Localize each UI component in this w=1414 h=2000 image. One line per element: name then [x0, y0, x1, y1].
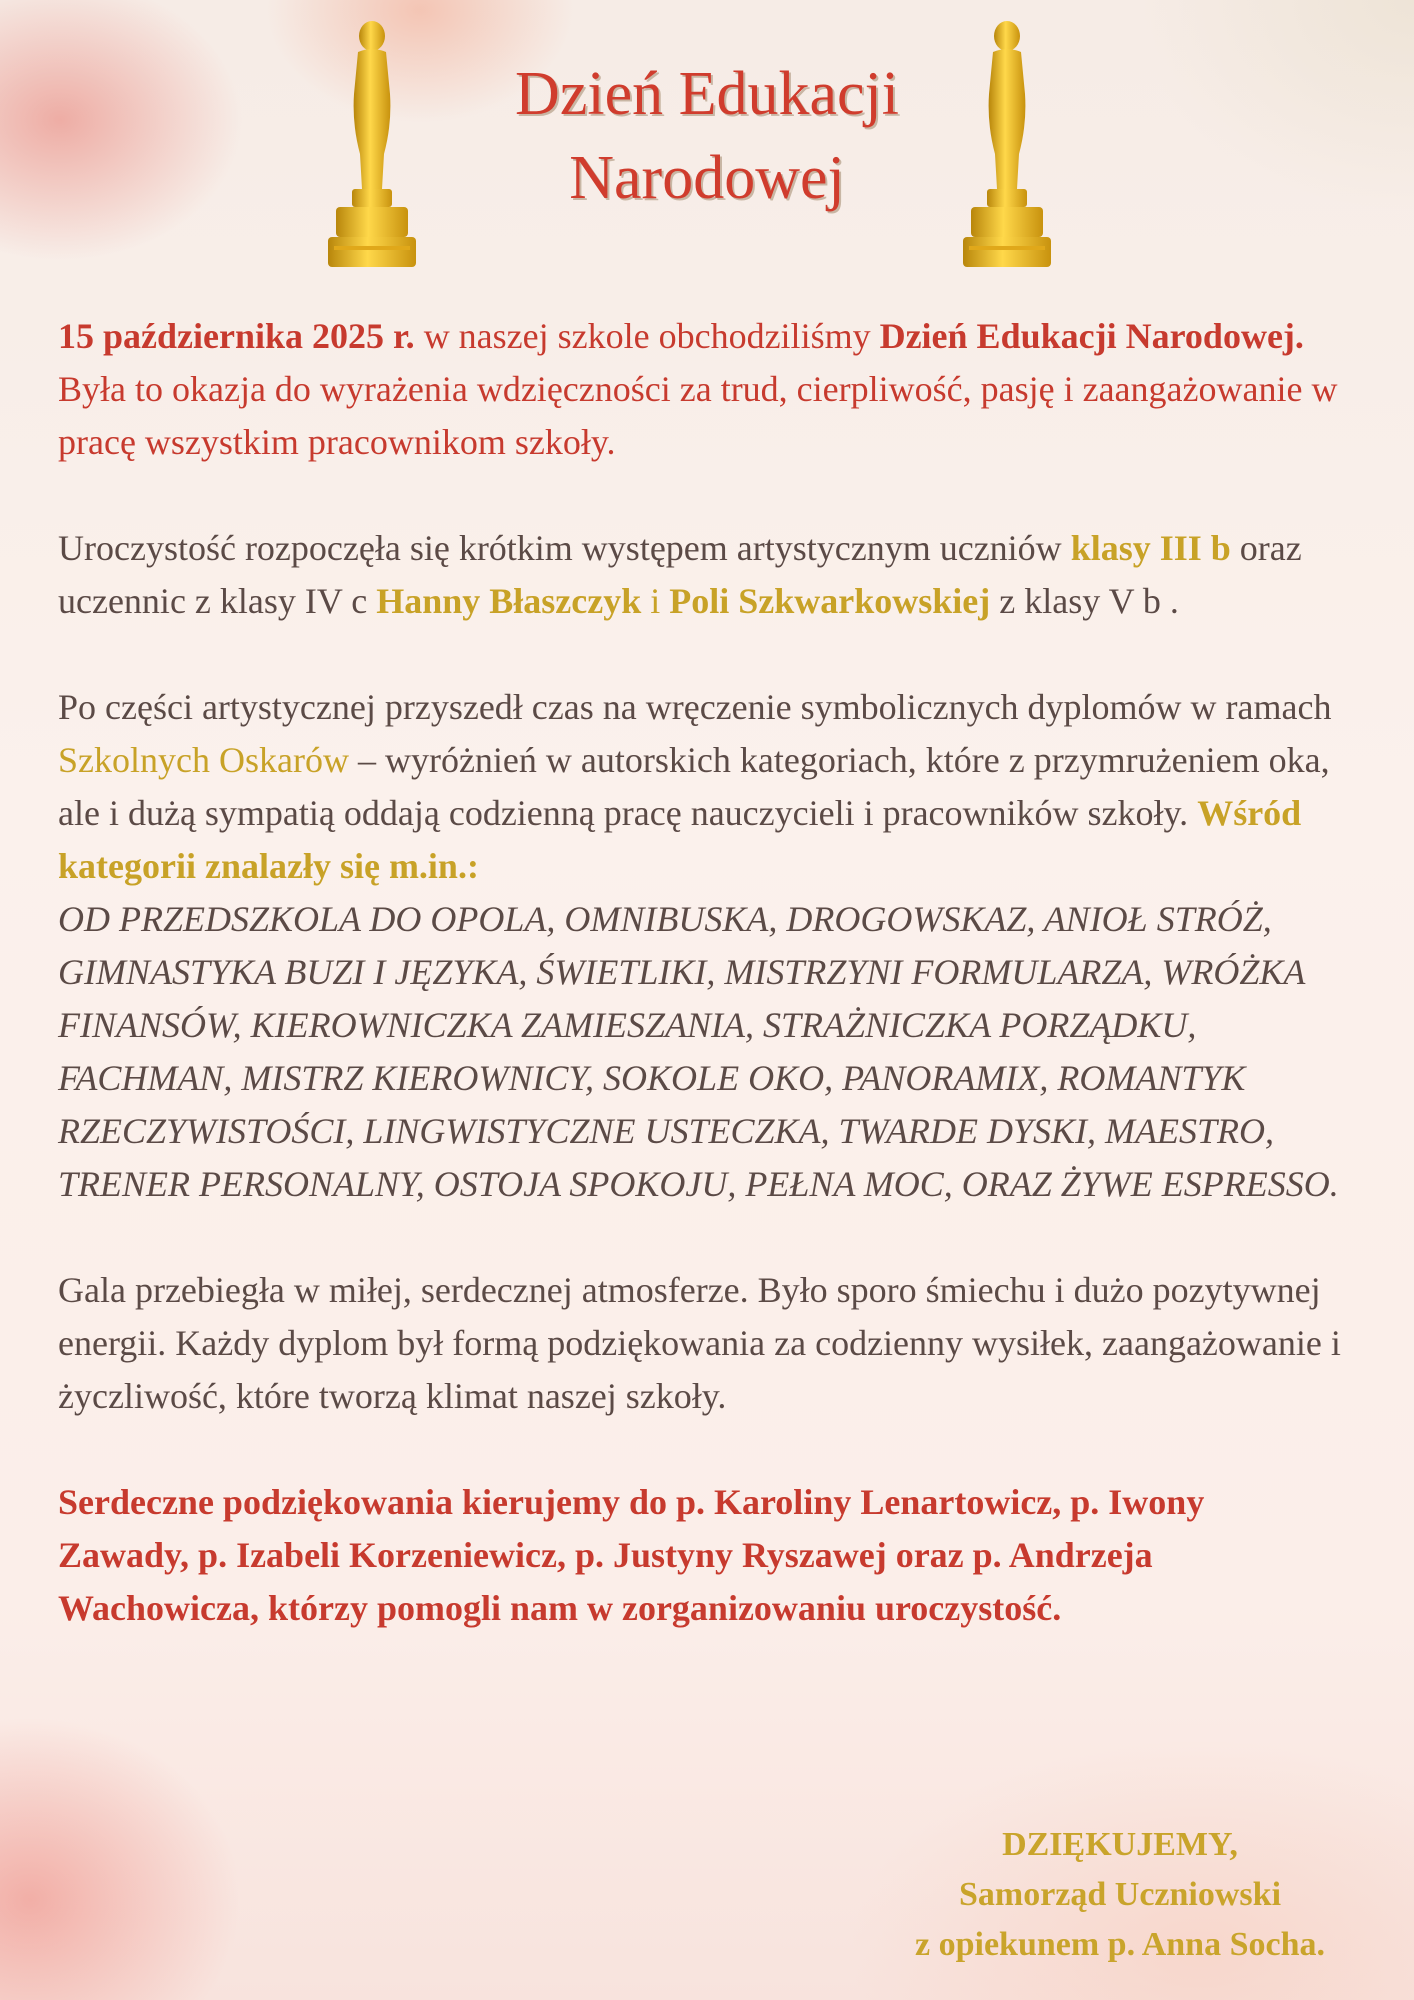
oscars-text-2: – wyróżnień w autorskich kategoriach, które z przymrużeniem oka, ale i dużą sympatią oddają codzienną pracę nauczycieli i pracowników szkoły. [58, 740, 1330, 833]
student-name-2: Poli Szkwarkowskiej [669, 581, 991, 621]
paragraph-performance [58, 522, 1358, 628]
student-name-1: Hanny Błaszczyk [376, 581, 642, 621]
signature-supervisor: z opiekunem p. Anna Socha. [915, 1926, 1325, 1963]
page-title [420, 52, 994, 220]
article-body [58, 310, 1358, 1635]
categories-label: Wśród kategorii znalazły się m.in.: [58, 793, 1302, 886]
signature-thanks: DZIĘKUJEMY, [1002, 1826, 1238, 1863]
event-name: Dzień Edukacji Narodowej. [879, 316, 1304, 356]
performance-text-3: z klasy V b . [990, 581, 1179, 621]
oscars-text-1: Po części artystycznej przyszedł czas na wręczenie symbolicznych dyplomów w ramach [58, 687, 1332, 727]
paragraph-oscars [58, 681, 1358, 1211]
class-name: klasy III b [1070, 528, 1231, 568]
event-date: 15 października 2025 r. [58, 316, 415, 356]
title-line-2: Narodowej [569, 144, 845, 212]
performance-text-1: Uroczystość rozpoczęła się krótkim występem artystycznym uczniów [58, 528, 1071, 568]
performance-text-2: oraz uczennic z klasy IV c [58, 528, 1302, 621]
intro-text-1: w naszej szkole obchodziliśmy [414, 316, 880, 356]
school-oscars: Szkolnych Oskarów [58, 740, 349, 780]
signature-block [840, 1820, 1400, 1970]
title-line-1: Dzień Edukacji [515, 60, 899, 128]
signature-council: Samorząd Uczniowski [958, 1876, 1282, 1913]
categories-list: OD PRZEDSZKOLA DO OPOLA, OMNIBUSKA, DROGOWSKAZ, ANIOŁ STRÓŻ, GIMNASTYKA BUZI I JĘZYKA, ŚWIETLIKI, MISTRZYNI FORMULARZA, WRÓŻKA FINANSÓW, KIEROWNICZKA ZAMIESZANIA, STRAŻNICZKA PORZĄDKU, FACHMAN, MISTRZ KIEROWNICY, SOKOLE OKO, PANORAMIX, ROMANTYK RZECZYWISTOŚCI, LINGWISTYCZNE USTECZKA, TWARDE DYSKI, MAESTRO, TRENER PERSONALNY, OSTOJA SPOKOJU, PEŁNA MOC, ORAZ ŻYWE ESPRESSO. [58, 899, 1339, 1204]
and-text: i [641, 581, 670, 621]
paragraph-intro [58, 310, 1358, 469]
paragraph-gala: Gala przebiegła w miłej, serdecznej atmosferze. Było sporo śmiechu i dużo pozytywnej energii. Każdy dyplom był formą podziękowania za codzienny wysiłek, zaangażowanie i życzliwość, które tworzą klimat naszej szkoły. [58, 1270, 1341, 1416]
intro-text-2: Była to okazja do wyrażenia wdzięczności za trud, cierpliwość, pasję i zaangażowanie w pracę wszystkim pracownikom szkoły. [58, 369, 1338, 462]
oscar-statuette-icon [320, 14, 424, 272]
paragraph-thanks: Serdeczne podziękowania kierujemy do p. Karoliny Lenartowicz, p. Iwony Zawady, p. Izabeli Korzeniewicz, p. Justyny Ryszawej oraz p. Andrzeja Wachowicza, którzy pomogli nam w zorganizowaniu uroczystość. [58, 1482, 1205, 1628]
